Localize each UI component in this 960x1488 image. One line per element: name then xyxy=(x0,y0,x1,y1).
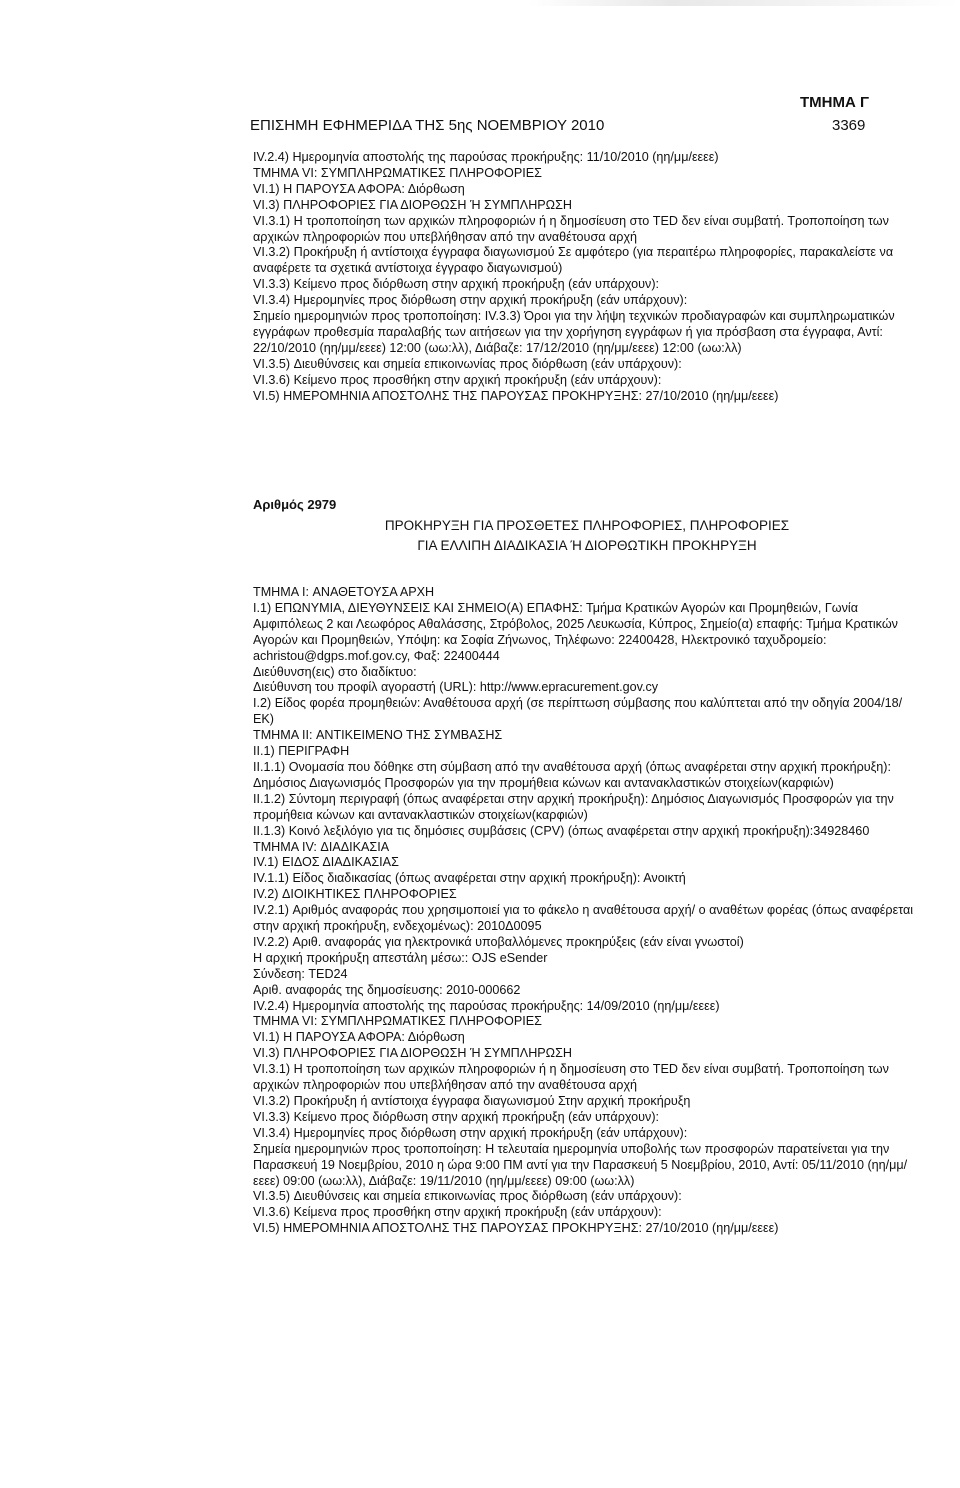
paragraph: Διεύθυνση του προφίλ αγοραστή (URL): http://www.epracurement.gov.cy xyxy=(253,680,659,695)
paragraph: II.1) ΠΕΡΙΓΡΑΦΗ xyxy=(253,744,350,759)
paragraph: I.2) Είδος φορέα προμηθειών: Αναθέτουσα αρχή (σε περίπτωση σύμβασης που καλύπτεται από την οδηγία 2004/18/ΕΚ) xyxy=(253,696,903,727)
paragraph: VI.3) ΠΛΗΡΟΦΟΡΙΕΣ ΓΙΑ ΔΙΟΡΘΩΣΗ Ή ΣΥΜΠΛΗΡΩΣΗ xyxy=(253,1046,572,1061)
paragraph: VI.3.4) Ημερομηνίες προς διόρθωση στην αρχική προκήρυξη (εάν υπάρχουν): xyxy=(253,293,688,308)
paragraph: VI.3.2) Προκήρυξη ή αντίστοιχα έγγραφα διαγωνισμού Σε αμφότερο (για περαιτέρω πληροφορίες, παρακαλείστε να αναφέρετε τα σχετικά αντίστοιχα έγγραφο διαγωνισμού) xyxy=(253,245,894,276)
paragraph: Σημεία ημερομηνιών προς τροποποίηση: Η τελευταία ημερομηνία υποβολής των προσφορών παρατείνεται για την Παρασκευή 19 Νοεμβρίου, 2010 η ώρα 9:00 ΠΜ αντί για την Παρασκευή 5 Νοεμβρίου, 2010, Αντί: 05/11/2010 (ηη/μμ/εεεε) 09:00 (ωω:λλ), Διάβαζε: 19/11/2010 (ηη/μμ/εεεε) 09:00 (ωω:λλ) xyxy=(253,1141,908,1188)
paragraph: IV.2.2) Αριθ. αναφοράς για ηλεκτρονικά υποβαλλόμενες προκηρύξεις (εάν είναι γνωστοί) xyxy=(253,934,744,949)
paragraph: VI.1) Η ΠΑΡΟΥΣΑ ΑΦΟΡΑ: Διόρθωση xyxy=(253,1030,465,1045)
paragraph: IV.2) ΔΙΟΙΚΗΤΙΚΕΣ ΠΛΗΡΟΦΟΡΙΕΣ xyxy=(253,887,457,902)
notice-title-line-1: ΠΡΟΚΗΡΥΞΗ ΓΙΑ ΠΡΟΣΘΕΤΕΣ ΠΛΗΡΟΦΟΡΙΕΣ, ΠΛΗΡΟΦΟΡΙΕΣ xyxy=(384,518,790,533)
paragraph: IV.2.4) Ημερομηνία αποστολής της παρούσας προκήρυξης: 14/09/2010 (ηη/μμ/εεεε) xyxy=(253,998,720,1013)
gazette-header: ΕΠΙΣΗΜΗ ΕΦΗΜΕΡΙΔΑ ΤΗΣ 5ης ΝΟΕΜΒΡΙΟΥ 2010 xyxy=(250,117,605,134)
paragraph: VI.5) ΗΜΕΡΟΜΗΝΙΑ ΑΠΟΣΤΟΛΗΣ ΤΗΣ ΠΑΡΟΥΣΑΣ ΠΡΟΚΗΡΥΞΗΣ: 27/10/2010 (ηη/μμ/εεεε) xyxy=(253,1221,779,1236)
paragraph: VI.3.4) Ημερομηνίες προς διόρθωση στην αρχική προκήρυξη (εάν υπάρχουν): xyxy=(253,1125,688,1140)
page-number: 3369 xyxy=(832,117,866,134)
paragraph: VI.3.3) Κείμενο προς διόρθωση στην αρχική προκήρυξη (εάν υπάρχουν): xyxy=(253,277,660,292)
paragraph: IV.1.1) Είδος διαδικασίας (όπως αναφέρεται στην αρχική προκήρυξη): Ανοικτή xyxy=(253,871,686,886)
paragraph: IV.2.1) Αριθμός αναφοράς που χρησιμοποιεί για το φάκελο η αναθέτουσα αρχή/ ο αναθέτων φορέας (όπως αναφέρεται στην αρχική προκήρυξη, ενδεχομένως): 2010Δ0095 xyxy=(253,903,914,934)
paragraph: VI.3.3) Κείμενο προς διόρθωση στην αρχική προκήρυξη (εάν υπάρχουν): xyxy=(253,1109,660,1124)
paragraph: Σημείο ημερομηνιών προς τροποποίηση: IV.3.3) Όροι για την λήψη τεχνικών προδιαγραφών και συμπληρωματικών εγγράφων προθεσμία παραλαβής των αιτήσεων για την χορήγηση εγγράφων ή για πρόσβαση στα έγγραφα, Αντί: 22/10/2010 (ηη/μμ/εεεε) 12:00 (ωω:λλ), Διάβαζε: 17/12/2010 (ηη/μμ/εεεε) 12:00 (ωω:λλ) xyxy=(253,309,895,355)
paragraph: VI.3.6) Κείμενο προς προσθήκη στην αρχική προκήρυξη (εάν υπάρχουν): xyxy=(253,372,662,387)
paragraph: VI.3.2) Προκήρυξη ή αντίστοιχα έγγραφα διαγωνισμού Στην αρχική προκήρυξη xyxy=(253,1094,691,1108)
paragraph: VI.5) ΗΜΕΡΟΜΗΝΙΑ ΑΠΟΣΤΟΛΗΣ ΤΗΣ ΠΑΡΟΥΣΑΣ ΠΡΟΚΗΡΥΞΗΣ: 27/10/2010 (ηη/μμ/εεεε) xyxy=(253,388,779,403)
paragraph: Διεύθυνση(εις) στο διαδίκτυο: xyxy=(253,664,417,679)
paragraph: II.1.3) Κοινό λεξιλόγιο για τις δημόσιες συμβάσεις (CPV) (όπως αναφέρεται στην αρχική προκήρυξη):34928460 xyxy=(253,823,870,838)
previous-notice-tail xyxy=(253,150,921,405)
paragraph: VI.3.5) Διευθύνσεις και σημεία επικοινωνίας προς διόρθωση (εάν υπάρχουν): xyxy=(253,356,682,371)
paragraph: IV.2.4) Ημερομηνία αποστολής της παρούσας προκήρυξης: 11/10/2010 (ηη/μμ/εεεε) xyxy=(253,150,719,164)
paragraph: II.1.2) Σύντομη περιγραφή (όπως αναφέρεται στην αρχική προκήρυξη): Δημόσιος Διαγωνισμός Προσφορών για την προμήθεια κώνων και αντανακλαστικών στοιχείων(καρφιών) xyxy=(253,791,894,822)
paragraph: VI.3.1) Η τροποποίηση των αρχικών πληροφοριών ή η δημοσίευση στο TED δεν είναι συμβατή. Τροποποίηση των αρχικών πληροφοριών που υπεβλήθησαν από την αναθέτουσα αρχή xyxy=(253,1062,889,1093)
paragraph: ΤΜΗΜΑ VI: ΣΥΜΠΛΗΡΩΜΑΤΙΚΕΣ ΠΛΗΡΟΦΟΡΙΕΣ xyxy=(253,165,542,180)
section-label: ΤΜΗΜΑ Γ xyxy=(800,94,870,111)
paragraph: ΤΜΗΜΑ VI: ΣΥΜΠΛΗΡΩΜΑΤΙΚΕΣ ΠΛΗΡΟΦΟΡΙΕΣ xyxy=(253,1014,542,1029)
notice-body xyxy=(253,585,921,1237)
paragraph: II.1.1) Ονομασία που δόθηκε στη σύμβαση από την αναθέτουσα αρχή (όπως αναφέρεται στην αρχική προκήρυξη): Δημόσιος Διαγωνισμός Προσφορών για την προμήθεια κώνων και αντανακλαστικών στοιχείων(καρφιών) xyxy=(253,759,891,790)
paragraph: ΤΜΗΜΑ I: ΑΝΑΘΕΤΟΥΣΑ ΑΡΧΗ xyxy=(253,585,435,599)
paragraph: VI.3.5) Διευθύνσεις και σημεία επικοινωνίας προς διόρθωση (εάν υπάρχουν): xyxy=(253,1189,682,1204)
paragraph: VI.3.6) Κείμενα προς προσθήκη στην αρχική προκήρυξη (εάν υπάρχουν): xyxy=(253,1205,662,1220)
paragraph: IV.1) ΕΙΔΟΣ ΔΙΑΔΙΚΑΣΙΑΣ xyxy=(253,855,399,870)
paragraph: ΤΜΗΜΑ II: ΑΝΤΙΚΕΙΜΕΝΟ ΤΗΣ ΣΥΜΒΑΣΗΣ xyxy=(253,728,503,743)
paragraph: ΤΜΗΜΑ IV: ΔΙΑΔΙΚΑΣΙΑ xyxy=(253,839,390,854)
paragraph: VI.3.1) Η τροποποίηση των αρχικών πληροφοριών ή η δημοσίευση στο TED δεν είναι συμβατή. Τροποποίηση των αρχικών πληροφοριών που υπεβλήθησαν από την αναθέτουσα αρχή xyxy=(253,213,889,244)
paragraph: VI.1) Η ΠΑΡΟΥΣΑ ΑΦΟΡΑ: Διόρθωση xyxy=(253,181,465,196)
notice-number: Αριθμός 2979 xyxy=(253,497,337,512)
notice-title-line-2: ΓΙΑ ΕΛΛΙΠΗ ΔΙΑΔΙΚΑΣΙΑ Ή ΔΙΟΡΘΩΤΙΚΗ ΠΡΟΚΗΡΥΞΗ xyxy=(417,538,757,553)
paragraph: Η αρχική προκήρυξη απεστάλη μέσω:: OJS eSender xyxy=(253,950,548,965)
paragraph: I.1) ΕΠΩΝΥΜΙΑ, ΔΙΕΥΘΥΝΣΕΙΣ ΚΑΙ ΣΗΜΕΙΟ(Α) ΕΠΑΦΗΣ: Τμήμα Κρατικών Αγορών και Προμηθειών, Γωνία Αμφιπόλεως 2 και Λεωφόρος Αθαλάσσης, Στρόβολος, 2025 Λευκωσία, Κύπρος, Σημείο(α) επαφής: Τμήμα Κρατικών Αγορών και Προμηθειών, Υπόψη: κα Σοφία Ζήνωνος, Τηλέφωνο: 22400428, Ηλεκτρονικό ταχυδρομείο: achristou@dgps.mof.gov.cy, Φαξ: 22400444 xyxy=(253,600,898,663)
paragraph: Αριθ. αναφοράς της δημοσίευσης: 2010-000662 xyxy=(253,982,521,997)
paragraph: VI.3) ΠΛΗΡΟΦΟΡΙΕΣ ΓΙΑ ΔΙΟΡΘΩΣΗ Ή ΣΥΜΠΛΗΡΩΣΗ xyxy=(253,197,572,212)
paragraph: Σύνδεση: TED24 xyxy=(253,966,348,981)
scan-edge xyxy=(0,0,960,6)
